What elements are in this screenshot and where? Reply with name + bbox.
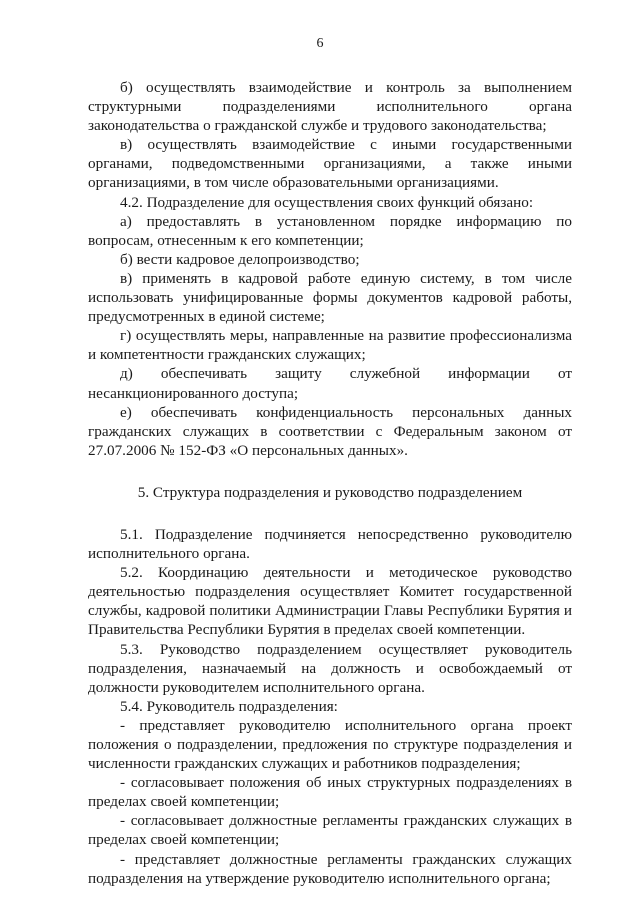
list-item: - представляет руководителю исполнительного органа проект положения о подразделении, предложения по структуре подразделения и численности гражданских служащих и работников подразделения; bbox=[88, 716, 572, 773]
paragraph-5-2: 5.2. Координацию деятельности и методическое руководство деятельностью подразделения осуществляет Комитет государственной службы, кадровой политики Администрации Главы Республики Бурятия и Правительства Республики Бурятия в пределах своей компетенции. bbox=[88, 564, 572, 639]
section-5-title: 5. Структура подразделения и руководство подразделением bbox=[137, 483, 523, 501]
paragraph-4-1-b: б) осуществлять взаимодействие и контроль за выполнением структурными подразделениями исполнительного органа законодательства о гражданской службе и трудового законодательства; bbox=[88, 79, 572, 135]
paragraph-4-2-b: б) вести кадровое делопроизводство; bbox=[120, 250, 360, 268]
paragraph-5-4: 5.4. Руководитель подразделения: bbox=[120, 697, 338, 715]
document-body bbox=[88, 78, 572, 888]
paragraph-4-2-d: д) обеспечивать защиту служебной информации от несанкционированного доступа; bbox=[88, 365, 572, 402]
paragraph-4-2: 4.2. Подразделение для осуществления своих функций обязано: bbox=[120, 193, 534, 211]
paragraph-4-2-g: г) осуществлять меры, направленные на развитие профессионализма и компетентности гражданских служащих; bbox=[88, 327, 572, 364]
list-item: - согласовывает положения об иных структурных подразделениях в пределах своей компетенции; bbox=[88, 774, 572, 811]
paragraph-5-1: 5.1. Подразделение подчиняется непосредственно руководителю исполнительного органа. bbox=[88, 525, 572, 563]
paragraph-5-3: 5.3. Руководство подразделением осуществляет руководитель подразделения, назначаемый на должность и освобождаемый от должности руководителем исполнительного органа. bbox=[88, 640, 572, 696]
paragraph-4-2-v: в) применять в кадровой работе единую систему, в том числе использовать унифицированные формы документов кадровой работы, предусмотренных в единой системе; bbox=[88, 269, 572, 326]
page-number: 6 bbox=[316, 36, 324, 51]
paragraph-4-1-v: в) осуществлять взаимодействие с иными государственными органами, подведомственными организациями, а также иными организациями, в том числе образовательными организациями. bbox=[88, 136, 572, 192]
list-item: - представляет должностные регламенты гражданских служащих подразделения на утверждение руководителю исполнительного органа; bbox=[88, 850, 572, 887]
paragraph-4-2-a: а) предоставлять в установленном порядке информацию по вопросам, отнесенным к его компетенции; bbox=[88, 212, 572, 249]
paragraph-4-2-e: е) обеспечивать конфиденциальность персональных данных гражданских служащих в соответствии с Федеральным законом от 27.07.2006 № 152-ФЗ «О персональных данных». bbox=[88, 403, 572, 459]
list-item: - согласовывает должностные регламенты гражданских служащих в пределах своей компетенции; bbox=[88, 812, 572, 849]
